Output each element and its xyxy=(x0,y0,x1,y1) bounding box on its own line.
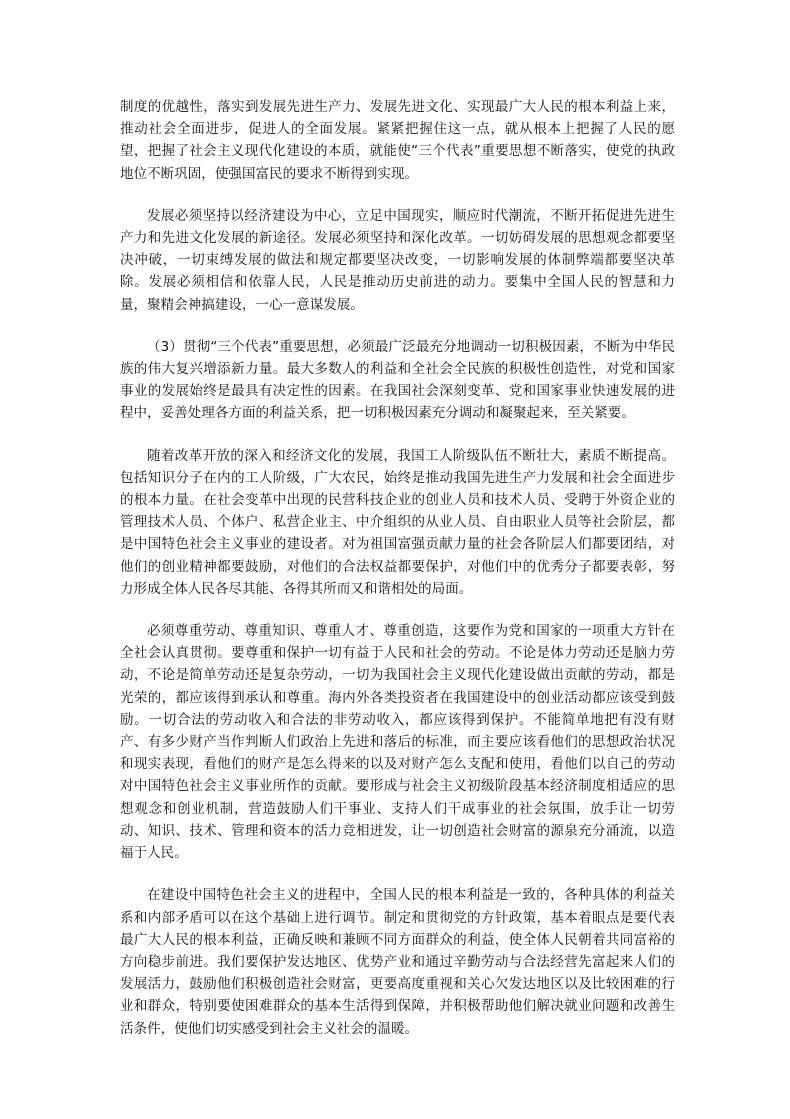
document-body xyxy=(120,96,675,1060)
paragraph-1: 制度的优越性，落实到发展先进生产力、发展先进文化、实现最广大人民的根本利益上来，推动社会全面进步，促进人的全面发展。紧紧把握住这一点，就从根本上把握了人民的愿望，把握了社会主义现代化建设的本质，就能使“三个代表”重要思想不断落实，使党的执政地位不断巩固，使强国富民的要求不断得到实现。 xyxy=(120,99,675,182)
paragraph-4: 随着改革开放的深入和经济文化的发展，我国工人阶级队伍不断壮大，素质不断提高。包括知识分子在内的工人阶级，广大农民，始终是推动我国先进生产力发展和社会全面进步的根本力量。在社会变革中出现的民营科技企业的创业人员和技术人员、受聘于外资企业的管理技术人员、个体户、私营企业主、中介组织的从业人员、自由职业人员等社会阶层，都是中国特色社会主义事业的建设者。对为祖国富强贡献力量的社会各阶层人们都要团结，对他们的创业精神都要鼓励，对他们的合法权益都要保护，对他们中的优秀分子都要表彰，努力形成全体人民各尽其能、各得其所而又和谐相处的局面。 xyxy=(120,447,675,597)
paragraph-3: （3）贯彻“三个代表”重要思想，必须最广泛最充分地调动一切积极因素，不断为中华民族的伟大复兴增添新力量。最大多数人的利益和全社会全民族的积极性创造性，对党和国家事业的发展始终是最具有决定性的因素。在我国社会深刻变革、党和国家事业快速发展的进程中，妥善处理各方面的利益关系，把一切积极因素充分调动和凝聚起来，至关紧要。 xyxy=(120,338,675,422)
paragraph-2: 发展必须坚持以经济建设为中心，立足中国现实，顺应时代潮流，不断开拓促进先进生产力和先进文化发展的新途径。发展必须坚持和深化改革。一切妨碍发展的思想观念都要坚决冲破，一切束缚发展的做法和规定都要坚决改变，一切影响发展的体制弊端都要坚决革除。发展必须相信和依靠人民，人民是推动历史前进的动力。要集中全国人民的智慧和力量，聚精会神搞建设，一心一意谋发展。 xyxy=(120,207,675,313)
paragraph-5: 必须尊重劳动、尊重知识、尊重人才、尊重创造，这要作为党和国家的一项重大方针在全社会认真贯彻。要尊重和保护一切有益于人民和社会的劳动。不论是体力劳动还是脑力劳动，不论是简单劳动还是复杂劳动，一切为我国社会主义现代化建设做出贡献的劳动，都是光荣的，都应该得到承认和尊重。海内外各类投资者在我国建设中的创业活动都应该受到鼓励。一切合法的劳动收入和合法的非劳动收入，都应该得到保护。不能简单地把有没有财产、有多少财产当作判断人们政治上先进和落后的标准，而主要应该看他们的思想政治状况和现实表现，看他们的财产是怎么得来的以及对财产怎么支配和使用，看他们以自己的劳动对中国特色社会主义事业所作的贡献。要形成与社会主义初级阶段基本经济制度相适应的思想观念和创业机制，营造鼓励人们干事业、支持人们干成事业的社会氛围，放手让一切劳动、知识、技术、管理和资本的活力竞相迸发，让一切创造社会财富的源泉充分涌流，以造福于人民。 xyxy=(120,623,675,862)
paragraph-6: 在建设中国特色社会主义的进程中，全国人民的根本利益是一致的，各种具体的利益关系和内部矛盾可以在这个基础上进行调节。制定和贯彻党的方针政策，基本着眼点是要代表最广大人民的根本利益，正确反映和兼顾不同方面群众的利益，使全体人民朝着共同富裕的方向稳步前进。我们要保护发达地区、优势产业和通过辛勤劳动与合法经营先富起来人们的发展活力，鼓励他们积极创造社会财富，更要高度重视和关心欠发达地区以及比较困难的行业和群众，特别要使困难群众的基本生活得到保障，并积极帮助他们解决就业问题和改善生活条件，使他们切实感受到社会主义社会的温暖。 xyxy=(120,887,675,1037)
